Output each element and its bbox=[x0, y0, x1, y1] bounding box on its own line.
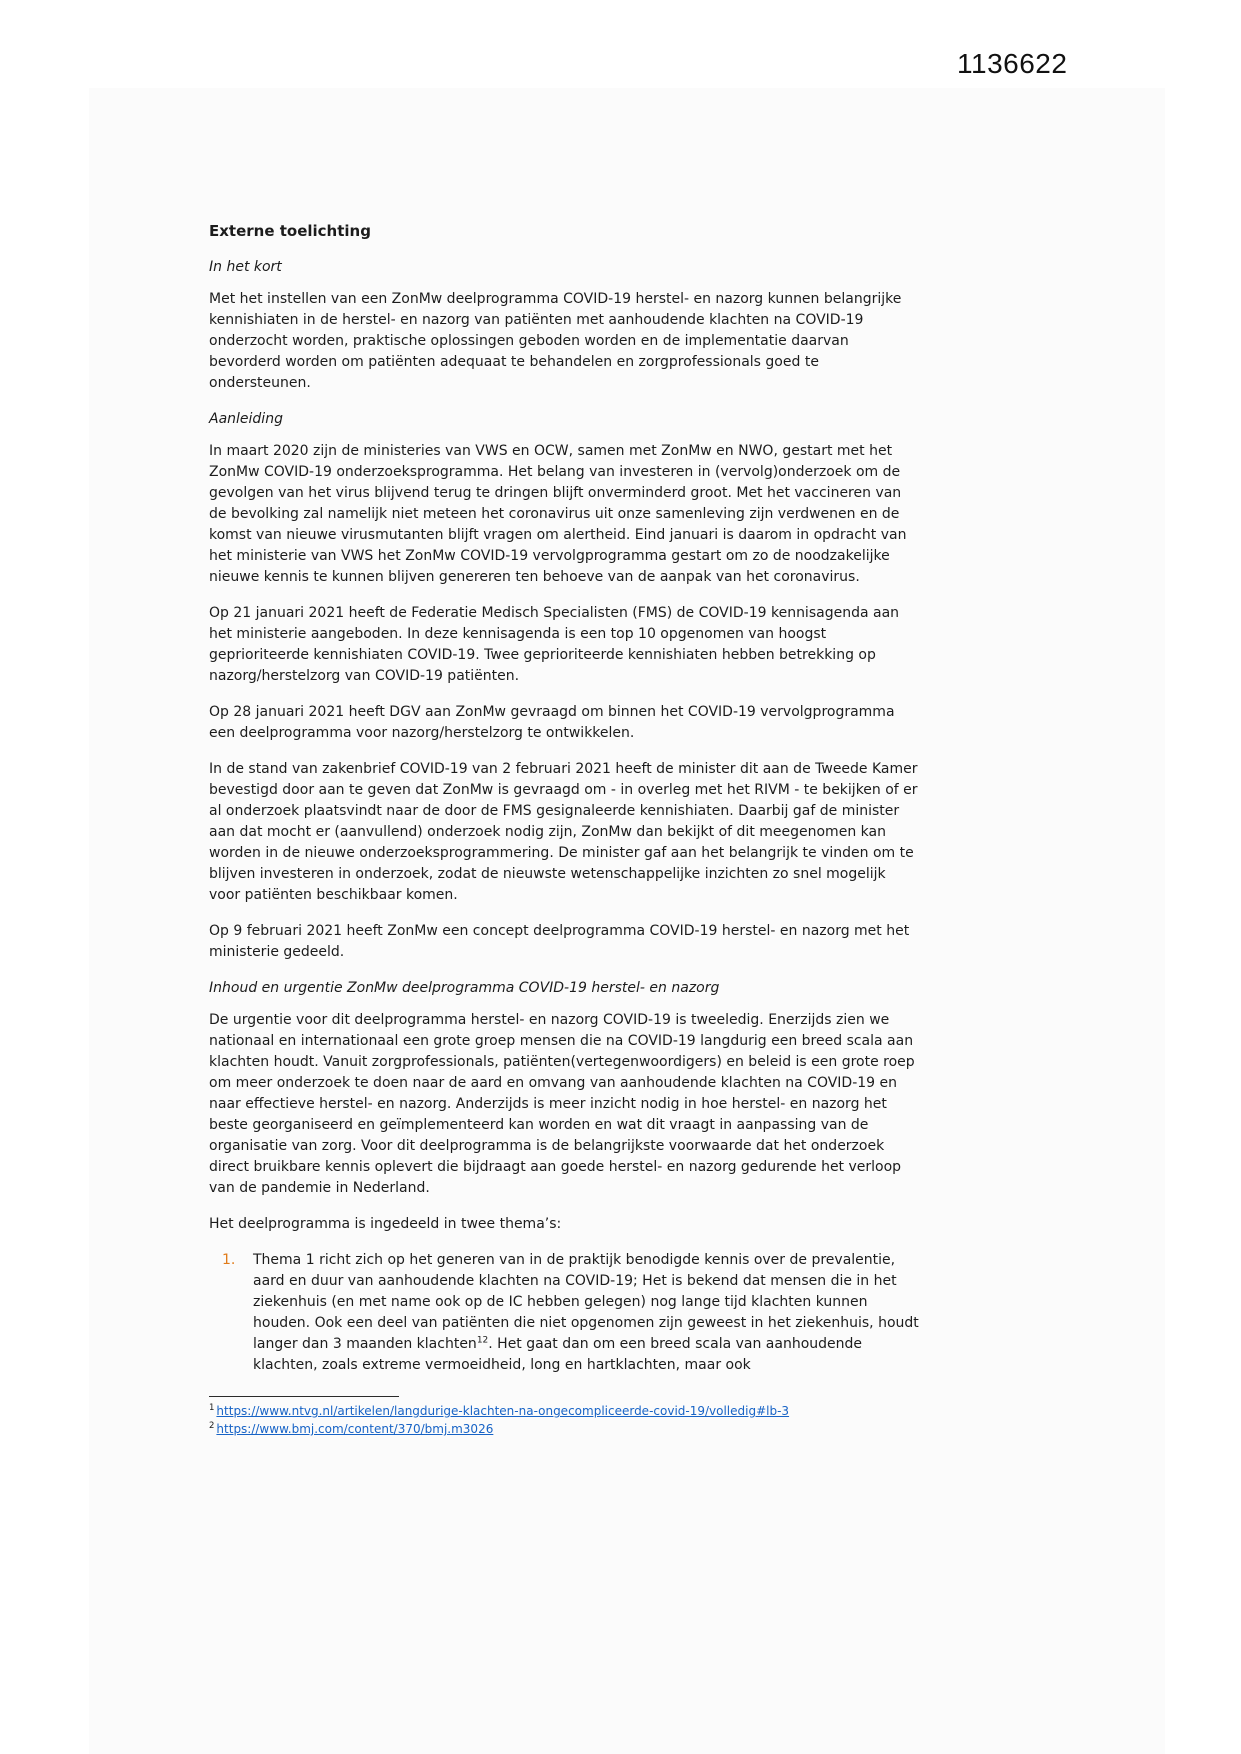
footnote-1-link[interactable]: https://www.ntvg.nl/artikelen/langdurige-klachten-na-ongecompliceerde-covid-19/volledig#lb-3 bbox=[216, 1404, 790, 1418]
theme-list bbox=[209, 1250, 921, 1376]
list-item-theme-1 bbox=[209, 1250, 921, 1376]
footnotes-section bbox=[209, 1396, 921, 1438]
paragraph-aanleiding-4: In de stand van zakenbrief COVID-19 van 2 februari 2021 heeft de minister dit aan de Tweede Kamer bevestigd door aan te geven dat ZonMw is gevraagd om - in overleg met het RIVM - te bekijken of er al onderzoek plaatsvindt naar de door de FMS gesignaleerde kennishiaten. Daarbij gaf de minister aan dat mocht er (aanvullend) onderzoek nodig zijn, ZonMw dan bekijkt of dit meegenomen kan worden in de nieuwe onderzoeksprogrammering. De minister gaf aan het belangrijk te vinden om te blijven investeren in onderzoek, zodat de nieuwste wetenschappelijke inzichten zo snel mogelijk voor patiënten beschikbaar komen. bbox=[209, 761, 918, 903]
paragraph-aanleiding-2: Op 21 januari 2021 heeft de Federatie Medisch Specialisten (FMS) de COVID-19 kennisagenda aan het ministerie aangeboden. In deze kennisagenda is een top 10 opgenomen van hoogst geprioriteerde kennishiaten COVID-19. Twee geprioriteerde kennishiaten hebben betrekking op nazorg/herstelzorg van COVID-19 patiënten. bbox=[209, 605, 900, 684]
paragraph-lead: Met het instellen van een ZonMw deelprogramma COVID-19 herstel- en nazorg kunnen belangrijke kennishiaten in de herstel- en nazorg van patiënten met aanhoudende klachten na COVID-19 onderzocht worden, praktische oplossingen geboden worden en de implementatie daarvan bevorderd worden om patiënten adequaat te behandelen en zorgprofessionals goed te ondersteunen. bbox=[209, 291, 902, 391]
paragraph-themes-intro: Het deelprogramma is ingedeeld in twee thema’s: bbox=[209, 1216, 562, 1232]
paragraph-aanleiding-1: In maart 2020 zijn de ministeries van VWS en OCW, samen met ZonMw en NWO, gestart met het ZonMw COVID-19 onderzoeksprogramma. Het belang van investeren in (vervolg)onderzoek om de gevolgen van het virus blijvend terug te dringen blijft onverminderd groot. Met het vaccineren van de bevolking zal namelijk niet meteen het coronavirus uit onze samenleving zijn verdwenen en de komst van nieuwe virusmutanten blijft vragen om alertheid. Eind januari is daarom in opdracht van het ministerie van VWS het ZonMw COVID-19 vervolgprogramma gestart om zo de noodzakelijke nieuwe kennis te kunnen blijven genereren ten behoeve van de aanpak van het coronavirus. bbox=[209, 443, 907, 585]
footnote-reference-12: 12 bbox=[476, 1335, 489, 1346]
footnote-separator bbox=[209, 1396, 399, 1397]
footnote-1 bbox=[209, 1402, 921, 1420]
paragraph-inhoud-1: De urgentie voor dit deelprogramma herstel- en nazorg COVID-19 is tweeledig. Enerzijds zien we nationaal en internationaal een grote groep mensen die na COVID-19 langdurig een breed scala aan klachten houdt. Vanuit zorgprofessionals, patiënten(vertegenwoordigers) en beleid is een grote roep om meer onderzoek te doen naar de aard en omvang van aanhoudende klachten na COVID-19 en naar effectieve herstel- en nazorg. Anderzijds is meer inzicht nodig in hoe herstel- en nazorg het beste georganiseerd en geïmplementeerd kan worden en wat dit vraagt in aanpassing van de organisatie van zorg. Voor dit deelprogramma is de belangrijkste voorwaarde dat het onderzoek direct bruikbare kennis oplevert die bijdraagt aan goede herstel- en nazorg gedurende het verloop van de pandemie in Nederland. bbox=[209, 1012, 915, 1196]
list-item-text bbox=[253, 1250, 921, 1376]
section-heading-aanleiding: Aanleiding bbox=[209, 411, 283, 427]
theme-1-text-after-ref: . Het gaat dan om een breed scala van aanhoudende klachten, zoals extreme vermoeidheid, long en hartklachten, maar ook bbox=[253, 1336, 863, 1373]
paragraph-aanleiding-3: Op 28 januari 2021 heeft DGV aan ZonMw gevraagd om binnen het COVID-19 vervolgprogramma een deelprogramma voor nazorg/herstelzorg te ontwikkelen. bbox=[209, 704, 895, 741]
document-number: 1136622 bbox=[957, 48, 1068, 79]
page-title: Externe toelichting bbox=[209, 222, 371, 240]
section-heading-in-het-kort: In het kort bbox=[209, 259, 282, 275]
list-number: 1. bbox=[222, 1252, 236, 1268]
footnote-2-link[interactable]: https://www.bmj.com/content/370/bmj.m3026 bbox=[216, 1422, 494, 1436]
section-heading-inhoud-en-urgentie: Inhoud en urgentie ZonMw deelprogramma COVID-19 herstel- en nazorg bbox=[209, 980, 720, 996]
theme-1-text: Thema 1 richt zich op het generen van in de praktijk benodigde kennis over de prevalentie, aard en duur van aanhoudende klachten na COVID-19; Het is bekend dat mensen die in het ziekenhuis (en met name ook op de IC hebben gelegen) nog lange tijd klachten kunnen houden. Ook een deel van patiënten die niet opgenomen zijn geweest in het ziekenhuis, houdt langer dan 3 maanden klachten bbox=[253, 1252, 919, 1352]
footnote-2 bbox=[209, 1420, 921, 1438]
paragraph-aanleiding-5: Op 9 februari 2021 heeft ZonMw een concept deelprogramma COVID-19 herstel- en nazorg met het ministerie gedeeld. bbox=[209, 923, 910, 960]
footnote-2-marker: 2 bbox=[209, 1421, 215, 1431]
document-body bbox=[209, 221, 921, 1438]
footnote-1-marker: 1 bbox=[209, 1403, 215, 1413]
